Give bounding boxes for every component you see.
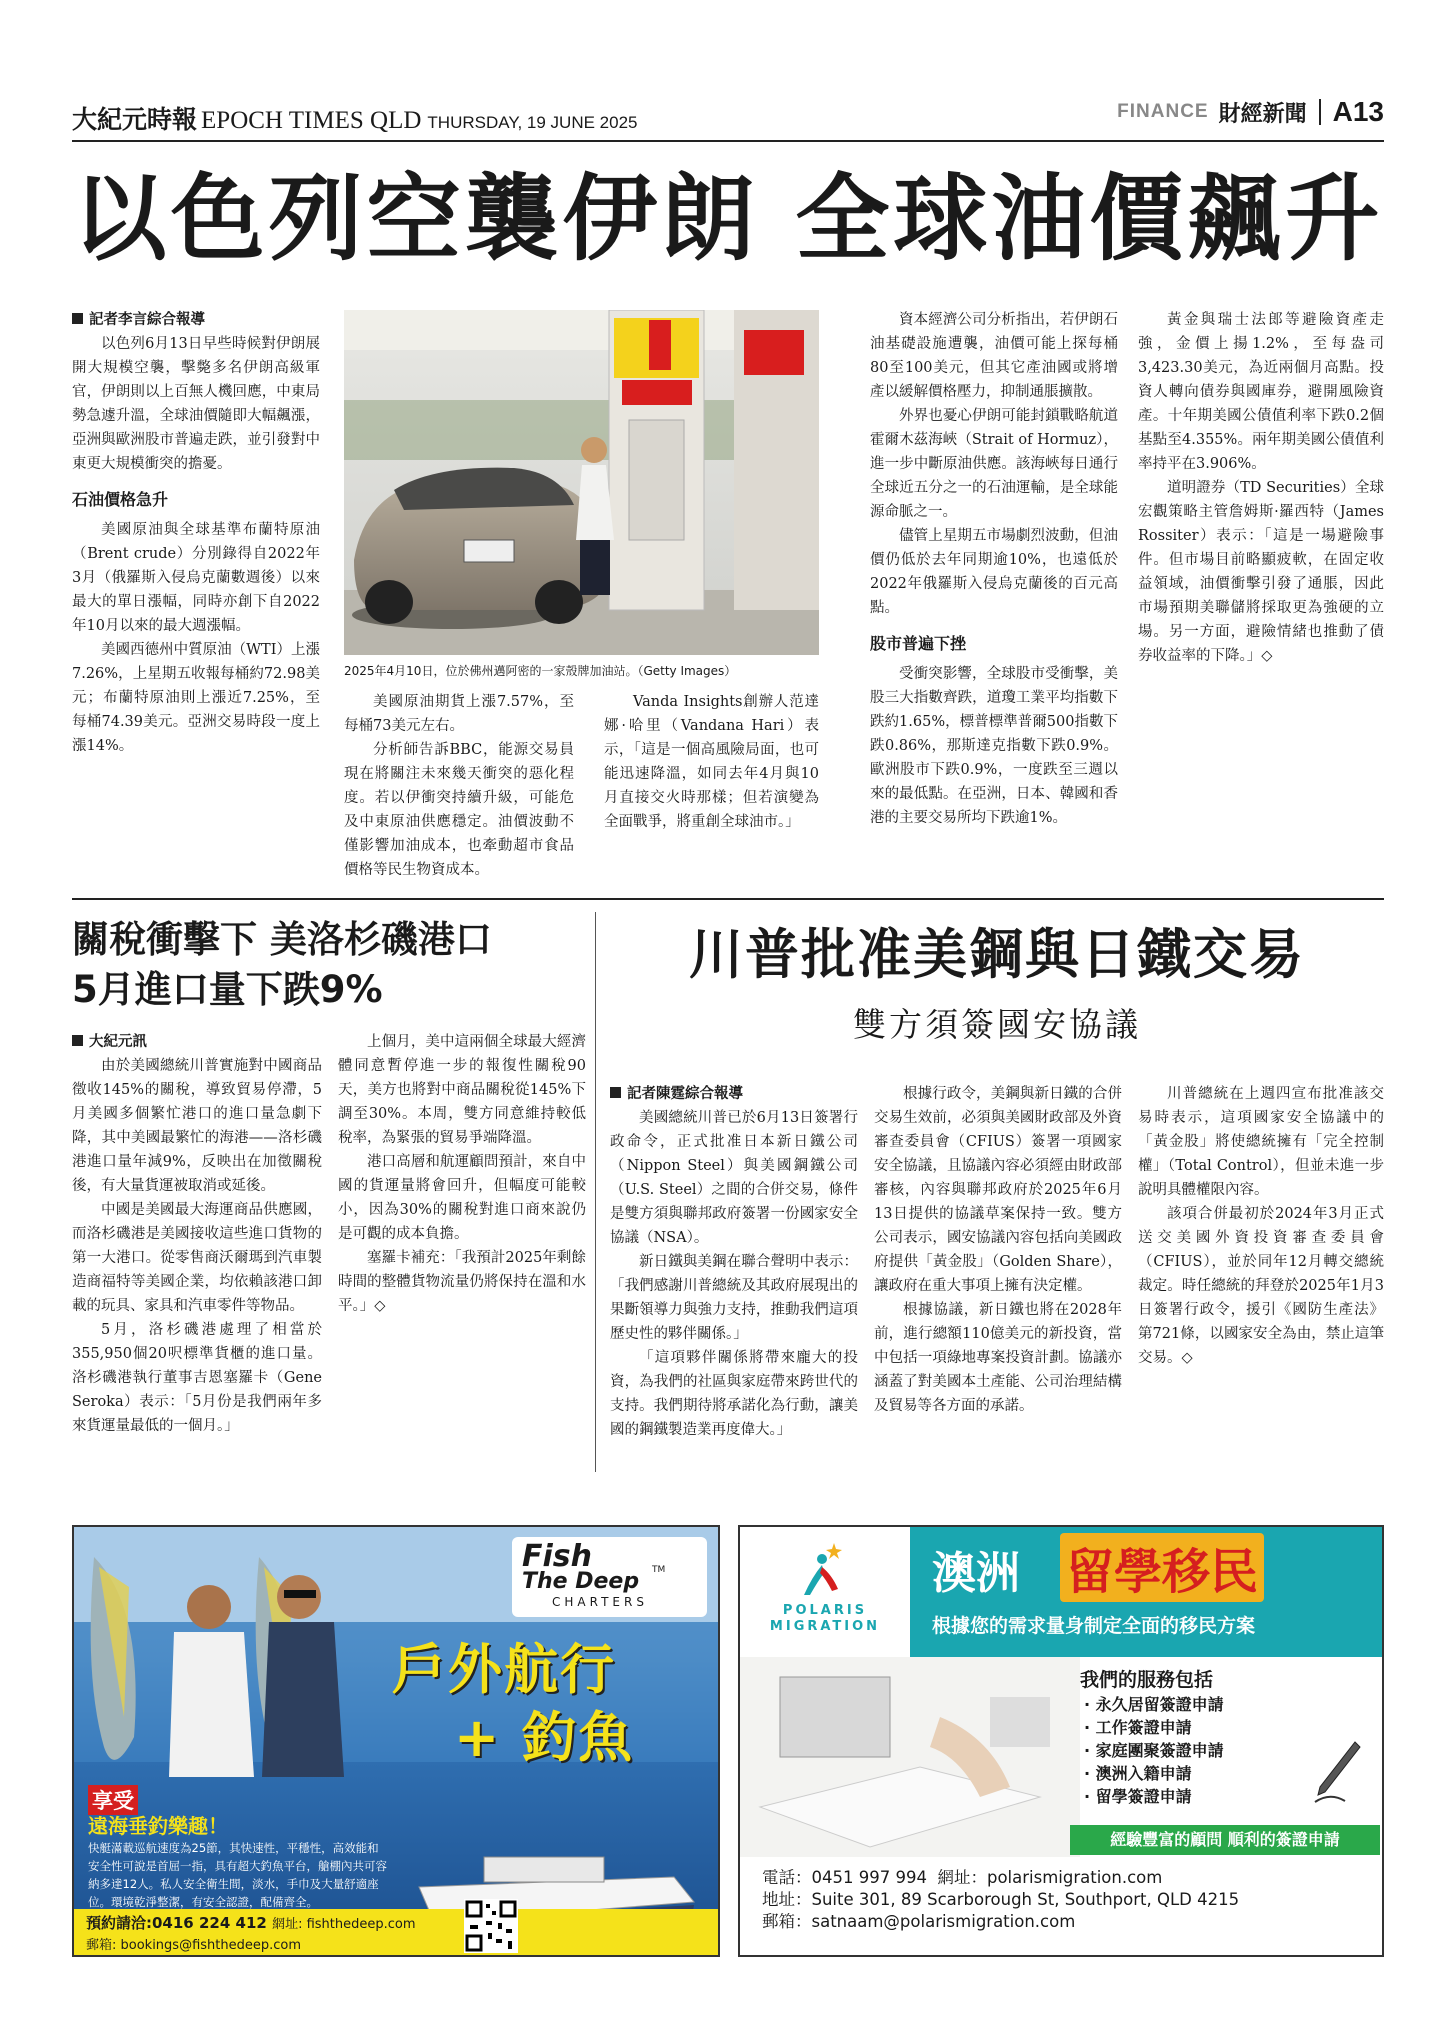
lead-paragraph: 美國原油期貨上漲7.57%，至每桶73美元左右。 <box>344 694 574 734</box>
fish-logo <box>512 1537 707 1617</box>
port-byline: 大紀元訊 <box>72 1030 322 1054</box>
port-paragraph: 港口高層和航運顧問預計，來自中國的貨運量將會回升，但幅度可能較小，因為30%的關稅對進口商來說仍是可觀的成本負擔。 <box>338 1154 586 1242</box>
steel-paragraph: 根據行政令，美鋼與新日鐵的合併交易生效前，必須與美國財政部及外資審查委員會（CFIUS）簽署一項國家安全協議，且協議內容必須經由財政部審核，內容與聯邦政府於2025年6月13日提供的協議草案保持一致。雙方公司表示，國安協議內容包括向美國政府提供「黃金股」（Golden Share），讓政府在重大事項上擁有決定權。 <box>874 1086 1122 1294</box>
section-rule <box>72 898 1384 900</box>
lead-subhead-oil: 石油價格急升 <box>72 490 169 509</box>
polaris-brand-1: POLARIS <box>782 1603 868 1618</box>
gas-station-photo <box>344 310 819 655</box>
lead-paragraph: 道明證券（TD Securities）全球宏觀策略主管詹姆斯·羅西特（James Rossiter）表示：「這是一場避險事件。但市場目前略顯疲軟，在固定收益領域，油價衝擊引發了通脹，因此市場預期美聯儲將採取更為強硬的立場。另一方面，避險情緒也推動了債券收益率的下降。」◇ <box>1138 480 1384 664</box>
masthead-right <box>1117 96 1384 128</box>
paper-name-zh: 大紀元時報 <box>72 105 198 134</box>
issue-date: THURSDAY, 19 JUNE 2025 <box>427 113 638 132</box>
photo-caption: 2025年4月10日，位於佛州邁阿密的一家殼牌加油站。（Getty Images） <box>344 664 737 678</box>
polaris-slogan: 經驗豐富的顧問 順利的簽證申請 <box>1070 1825 1380 1855</box>
pen-icon <box>1310 1737 1365 1807</box>
lead-headline: 以色列空襲伊朗 全球油價飆升 <box>72 165 1384 274</box>
steel-paragraph: 「這項夥伴關係將帶來龐大的投資，為我們的社區與家庭帶來跨世代的支持。我們期待將承諾化為行動，讓美國的鋼鐵製造業再度偉大。」 <box>610 1350 858 1438</box>
steel-column-2 <box>874 1082 1122 1482</box>
paper-name-en: EPOCH TIMES QLD <box>201 107 422 134</box>
fish-description: 快艇滿載巡航速度為25節，其快速性，平穩性，高效能和安全性可說是首屈一指，具有超大釣魚平台，艙棚內共可容納多達12人。私人安全衛生間，淡水，手巾及大量舒適座位。環境乾淨整潔，有安全認證，配備齊全。 <box>88 1841 387 1909</box>
polaris-brand-2: MIGRATION <box>769 1619 881 1634</box>
steel-column-3 <box>1138 1082 1384 1482</box>
steel-paragraph: 新日鐵與美鋼在聯合聲明中表示：「我們感謝川普總統及其政府展現出的果斷領導力與強力支持，推動我們這項歷史性的夥伴關係。」 <box>610 1254 858 1342</box>
polaris-contact <box>762 1867 1239 1933</box>
polaris-logo <box>740 1527 910 1657</box>
section-en: FINANCE <box>1117 101 1209 122</box>
service-item: · 工作簽證申請 <box>1084 1718 1192 1737</box>
fish-subtitle: 遠海垂釣樂趣！ <box>88 1814 228 1838</box>
fish-contact-bar <box>74 1909 720 1957</box>
port-paragraph: 5月，洛杉磯港處理了相當於355,950個20呎標準貨櫃的進口量。洛杉磯港執行董事吉恩塞羅卡（Gene Seroka）表示：「5月份是我們兩年多來貨運量最低的一個月。」 <box>72 1322 322 1434</box>
lead-paragraph: 美國原油與全球基準布蘭特原油（Brent crude）分別錄得自2022年3月（俄羅斯入侵烏克蘭數週後）以來最大的單日漲幅，同時亦創下自2022年10月以來的最大週漲幅。 <box>72 522 320 634</box>
fish-title-fishing: + 釣魚 <box>454 1706 635 1769</box>
fish-logo-charters: CHARTERS <box>552 1595 648 1609</box>
masthead-divider <box>1319 99 1321 125</box>
steel-column-1 <box>610 1082 858 1482</box>
page-number: A13 <box>1332 96 1384 127</box>
port-paragraph: 中國是美國最大海運商品供應國，而洛杉磯港是美國接收這些進口貨物的第一大港口。從零售商沃爾瑪到汽車製造商福特等美國企業，均依賴該港口卸載的玩具、家具和汽車零件等物品。 <box>72 1202 322 1314</box>
service-item: · 永久居留簽證申請 <box>1084 1695 1224 1714</box>
lead-subhead-stocks: 股市普遍下挫 <box>870 634 967 653</box>
polaris-email[interactable]: 郵箱：satnaam@polarismigration.com <box>762 1912 1076 1931</box>
lead-paragraph: 資本經濟公司分析指出，若伊朗石油基礎設施遭襲，油價可能上探每桶80至100美元，但其它產油國或將增產以緩解價格壓力，抑制通脹擴散。 <box>870 312 1118 400</box>
port-paragraph: 塞羅卡補充：「我預計2025年剩餘時間的整體貨物流量仍將保持在溫和水平。」◇ <box>338 1250 586 1314</box>
steel-paragraph: 該項合併最初於2024年3月正式送交美國外資投資審查委員會（CFIUS），並於同年12月轉交總統裁定。時任總統的拜登於2025年1月3日簽署行政令，援引《國防生產法》第721條，以國家安全為由，禁止這筆交易。◇ <box>1138 1206 1384 1366</box>
polaris-banner <box>910 1527 1384 1657</box>
lead-paragraph: 受衝突影響，全球股市受衝擊，美股三大指數齊跌，道瓊工業平均指數下跌約1.65%，標普標準普爾500指數下跌0.86%，那斯達克指數下跌0.9%。歐洲股市下跌0.9%，一度跌至三週以來的最低點。在亞洲，日本、韓國和香港的主要交易所均下跌逾1%。 <box>870 666 1118 826</box>
qr-code-icon[interactable] <box>464 1899 518 1953</box>
port-paragraph: 上個月，美中這兩個全球最大經濟體同意暫停進一步的報復性關稅90天，美方也將對中商品關稅從145%下調至30%。本周，雙方同意維持較低稅率，為緊張的貿易爭端降溫。 <box>338 1034 586 1146</box>
lead-byline: 記者李言綜合報導 <box>72 308 320 332</box>
fish-enjoy: 享受 <box>88 1785 138 1815</box>
polaris-title-australia: 澳洲 <box>932 1548 1020 1599</box>
fish-the-deep-ad[interactable] <box>72 1525 720 1957</box>
masthead-left <box>72 100 637 136</box>
service-item: · 留學簽證申請 <box>1084 1787 1192 1806</box>
lead-paragraph: 美國西德州中質原油（WTI）上漲7.26%，上星期五收報每桶約72.98美元；布蘭特原油則上漲近7.25%，至每桶74.39美元。亞洲交易時段一度上漲14%。 <box>72 642 320 754</box>
polaris-tagline: 根據您的需求量身制定全面的移民方案 <box>932 1615 1256 1637</box>
masthead-rule <box>72 140 1384 142</box>
fish-phone[interactable]: 預約請洽:0416 224 412 <box>86 1914 267 1932</box>
steel-paragraph: 根據協議，新日鐵也將在2028年前，進行總額110億美元的新投資，當中包括一項綠地專案投資計劃。協議亦涵蓋了對美國本土產能、公司治理結構及貿易等各方面的承諾。 <box>874 1302 1122 1414</box>
polaris-migration-ad[interactable] <box>738 1525 1384 1957</box>
port-headline <box>72 915 577 1015</box>
fish-website[interactable]: 網址: fishthedeep.com <box>272 1917 416 1932</box>
column-divider <box>595 912 596 1472</box>
fish-logo-deep: The Deep <box>522 1569 640 1594</box>
port-headline-line2: 5月進口量下跌9% <box>72 968 383 1011</box>
lead-column-2 <box>344 690 574 885</box>
masthead <box>72 96 1384 138</box>
steel-paragraph: 川普總統在上週四宣布批准該交易時表示，這項國家安全協議中的「黃金股」將使總統擁有「完全控制權」（Total Control），但並未進一步說明具體權限內容。 <box>1138 1086 1384 1198</box>
star-figure-icon <box>792 1537 852 1599</box>
gas-station-illustration <box>344 310 819 655</box>
polaris-address: 地址：Suite 301, 89 Scarborough St, Southport, QLD 4215 <box>762 1890 1240 1909</box>
polaris-phone[interactable]: 電話：0451 997 994 <box>762 1868 927 1887</box>
fish-title-sailing: 戶外航行 <box>392 1638 616 1701</box>
polaris-services-title: 我們的服務包括 <box>1080 1669 1214 1691</box>
steel-headline: 川普批准美鋼與日鐵交易 <box>689 923 1305 986</box>
service-item: · 澳洲入籍申請 <box>1084 1764 1192 1783</box>
polaris-services-list <box>1084 1693 1224 1808</box>
port-paragraph: 由於美國總統川普實施對中國商品徵收145%的關稅，導致貿易停滯，5月美國多個繁忙港口的進口量急劇下降，其中美國最繁忙的海港——洛杉磯港進口量年減9%，反映出在加徵關稅後，有大量貨運被取消或延後。 <box>72 1058 322 1194</box>
fish-email[interactable]: 郵箱: bookings@fishthedeep.com <box>86 1938 302 1953</box>
lead-paragraph: 分析師告訴BBC，能源交易員現在將關注未來幾天衝突的惡化程度。若以伊衝突持續升級，可能危及中東原油供應穩定。油價波動不僅影響加油成本，也牽動超市食品價格等民生物資成本。 <box>344 742 574 878</box>
section-zh: 財經新聞 <box>1218 101 1307 127</box>
steel-byline: 記者陳霆綜合報導 <box>610 1082 858 1106</box>
lead-intro: 以色列6月13日早些時候對伊朗展開大規模空襲，擊斃多名伊朗高級軍官，伊朗則以上百無人機回應，中東局勢急遽升溫，全球油價隨即大幅飆漲，亞洲與歐洲股市普遍走跌，並引發對中東更大規模衝突的擔憂。 <box>72 336 320 472</box>
polaris-website[interactable]: 網址：polarismigration.com <box>937 1868 1163 1887</box>
lead-paragraph: 外界也憂心伊朗可能封鎖戰略航道霍爾木茲海峽（Strait of Hormuz），進一步中斷原油供應。該海峽每日通行全球近五分之一的石油運輸，是全球能源命脈之一。 <box>870 408 1118 520</box>
port-headline-line1: 關稅衝擊下 美洛杉磯港口 <box>72 918 492 961</box>
lead-column-5 <box>1138 308 1384 883</box>
lead-column-4 <box>870 308 1118 883</box>
lead-column-3 <box>604 690 819 885</box>
fish-logo-tm: TM <box>652 1565 666 1575</box>
polaris-title-migration: 留學移民 <box>1060 1533 1264 1602</box>
steel-subheadline: 雙方須簽國安協議 <box>853 1005 1141 1044</box>
steel-paragraph: 美國總統川普已於6月13日簽署行政命令，正式批准日本新日鐵公司（Nippon Steel）與美國鋼鐵公司（U.S. Steel）之間的合併交易，條件是雙方須與聯邦政府簽署一份國家安全協議（NSA）。 <box>610 1110 858 1246</box>
office-desk-illustration <box>740 1657 1080 1857</box>
lead-paragraph: 儘管上星期五市場劇烈波動，但油價仍低於去年同期逾10%，也遠低於2022年俄羅斯入侵烏克蘭後的百元高點。 <box>870 528 1118 616</box>
port-column-1 <box>72 1030 322 1480</box>
lead-paragraph: Vanda Insights創辦人范達娜·哈里（Vandana Hari）表示，「這是一個高風險局面，也可能迅速降溫，如同去年4月與10月直接交火時那樣；但若演變為全面戰爭，將重創全球油市。」 <box>604 694 819 830</box>
lead-column-1 <box>72 308 320 883</box>
fish-logo-word: Fish <box>522 1539 592 1574</box>
lead-paragraph: 黃金與瑞士法郎等避險資產走強，金價上揚1.2%，至每盎司3,423.30美元，為近兩個月高點。投資人轉向債券與國庫券，避開風險資產。十年期美國公債值利率下跌0.2個基點至4.355%。兩年期美國公債值利率持平在3.906%。 <box>1138 312 1384 472</box>
port-column-2 <box>338 1030 586 1480</box>
service-item: · 家庭團聚簽證申請 <box>1084 1741 1224 1760</box>
